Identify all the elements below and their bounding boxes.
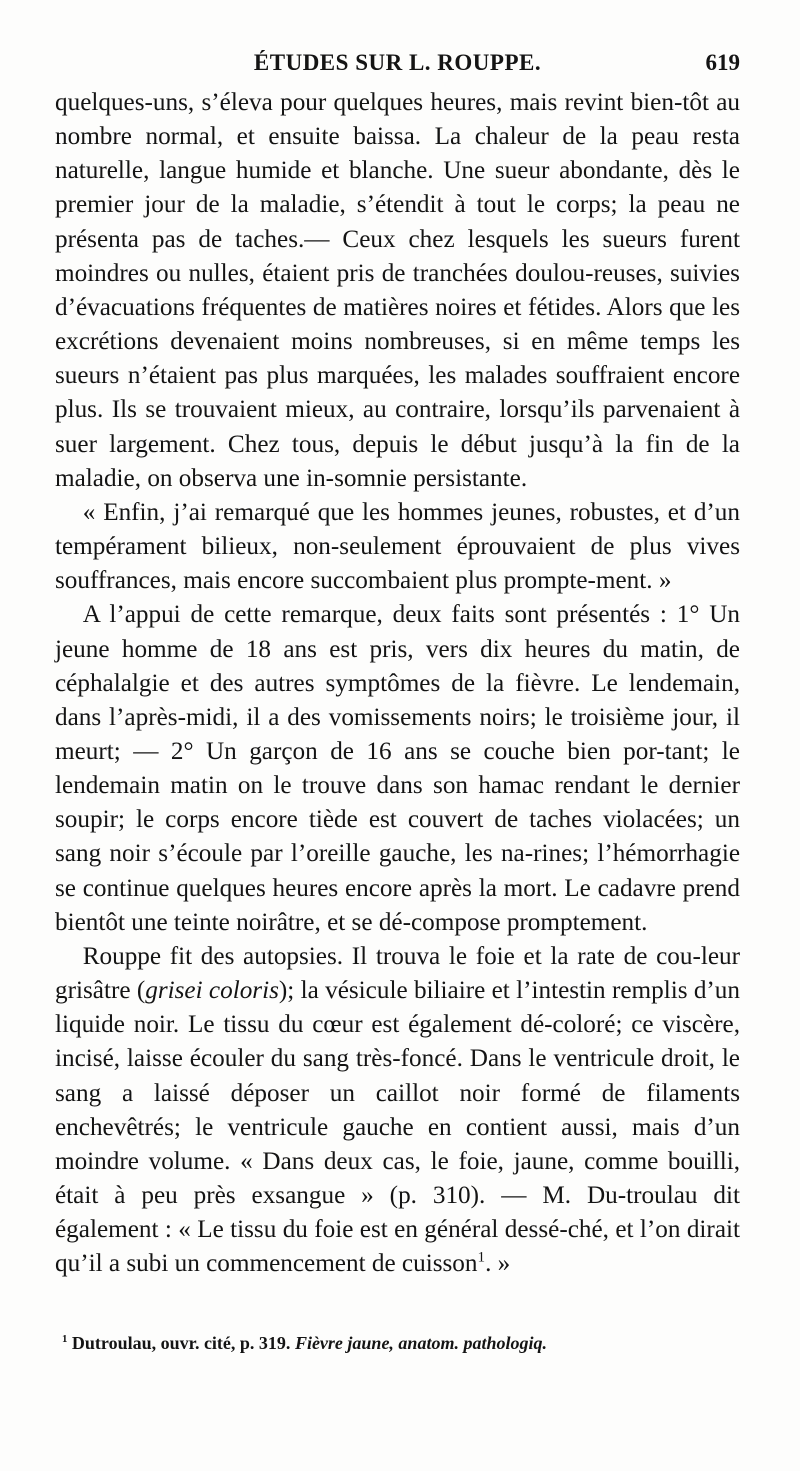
- latin-phrase: grisei coloris: [145, 977, 279, 1005]
- page-number: 619: [705, 50, 740, 75]
- running-head: [55, 50, 740, 84]
- footnote-marker: 1: [62, 1333, 68, 1345]
- running-title: ÉTUDES SUR L. ROUPPE.: [253, 50, 542, 75]
- paragraph-1: quelques-uns, s’éleva pour quelques heures, mais revint bien-tôt au nombre normal, et ensuite baissa. La chaleur de la peau resta naturelle, langue humide et blanche. Une sueur abondante, dès le premier jour de la maladie, s’étendit à tout le corps; la peau ne présenta pas de taches.— Ceux chez lesquels les sueurs furent moindres ou nulles, étaient pris de tranchées doulou-reuses, suivies d’évacuations fréquentes de matières noires et fétides. Alors que les excrétions devenaient moins nombreuses, si en même temps les sueurs n’étaient pas plus marquées, les malades souffraient encore plus. Ils se trouvaient mieux, au contraire, lorsqu’ils parvenaient à suer largement. Chez tous, depuis le début jusqu’à la fin de la maladie, on observa une in-somnie persistante.: [55, 89, 740, 492]
- footnote-reference: 1: [477, 1249, 486, 1266]
- footnote: [62, 1331, 732, 1355]
- paragraph-2: « Enfin, j’ai remarqué que les hommes jeunes, robustes, et d’un tempérament bilieux, non-seulement éprouvaient de plus vives souffrances, mais encore succombaient plus prompte-ment. »: [55, 498, 740, 595]
- paragraph-3: A l’appui de cette remarque, deux faits sont présentés : 1° Un jeune homme de 18 ans est pris, vers dix heures du matin, de céphalalgie et des autres symptômes de la fièvre. Le lendemain, dans l’après-midi, il a des vomissements noirs; le troisième jour, il meurt; — 2° Un garçon de 16 ans se couche bien por-tant; le lendemain matin on le trouve dans son hamac rendant le dernier soupir; le corps encore tiède est couvert de taches violacées; un sang noir s’écoule par l’oreille gauche, les na-rines; l’hémorrhagie se continue quelques heures encore après la mort. Le cadavre prend bientôt une teinte noirâtre, et se dé-compose promptement.: [55, 601, 740, 936]
- footnote-title: Fièvre jaune, anatom. pathologiq.: [294, 1333, 547, 1353]
- paragraph-4-part-b: ); la vésicule biliaire et l’intestin remplis d’un liquide noir. Le tissu du cœur est également dé-coloré; ce viscère, incisé, laisse écouler du sang très-foncé. Dans le ventricule droit, le sang a laissé déposer un caillot noir formé de filaments enchevêtrés; le ventricule gauche en contient aussi, mais d’un moindre volume. « Dans deux cas, le foie, jaune, comme bouilli, était à peu près exsangue » (p. 310). — M. Du-troulau dit également : « Le tissu du foie est en général dessé-ché, et l’on dirait qu’il a subi un commencement de cuisson: [55, 977, 740, 1278]
- body-text: [55, 86, 740, 1281]
- footnote-text: Dutroulau, ouvr. cité, p. 319.: [67, 1333, 295, 1353]
- paragraph-4: [55, 940, 740, 1282]
- paragraph-4-part-a: Rouppe fit des autopsies. Il trouva le foie et la rate de cou-leur grisâtre (: [55, 942, 740, 1005]
- paragraph-4-part-c: . »: [485, 1250, 511, 1278]
